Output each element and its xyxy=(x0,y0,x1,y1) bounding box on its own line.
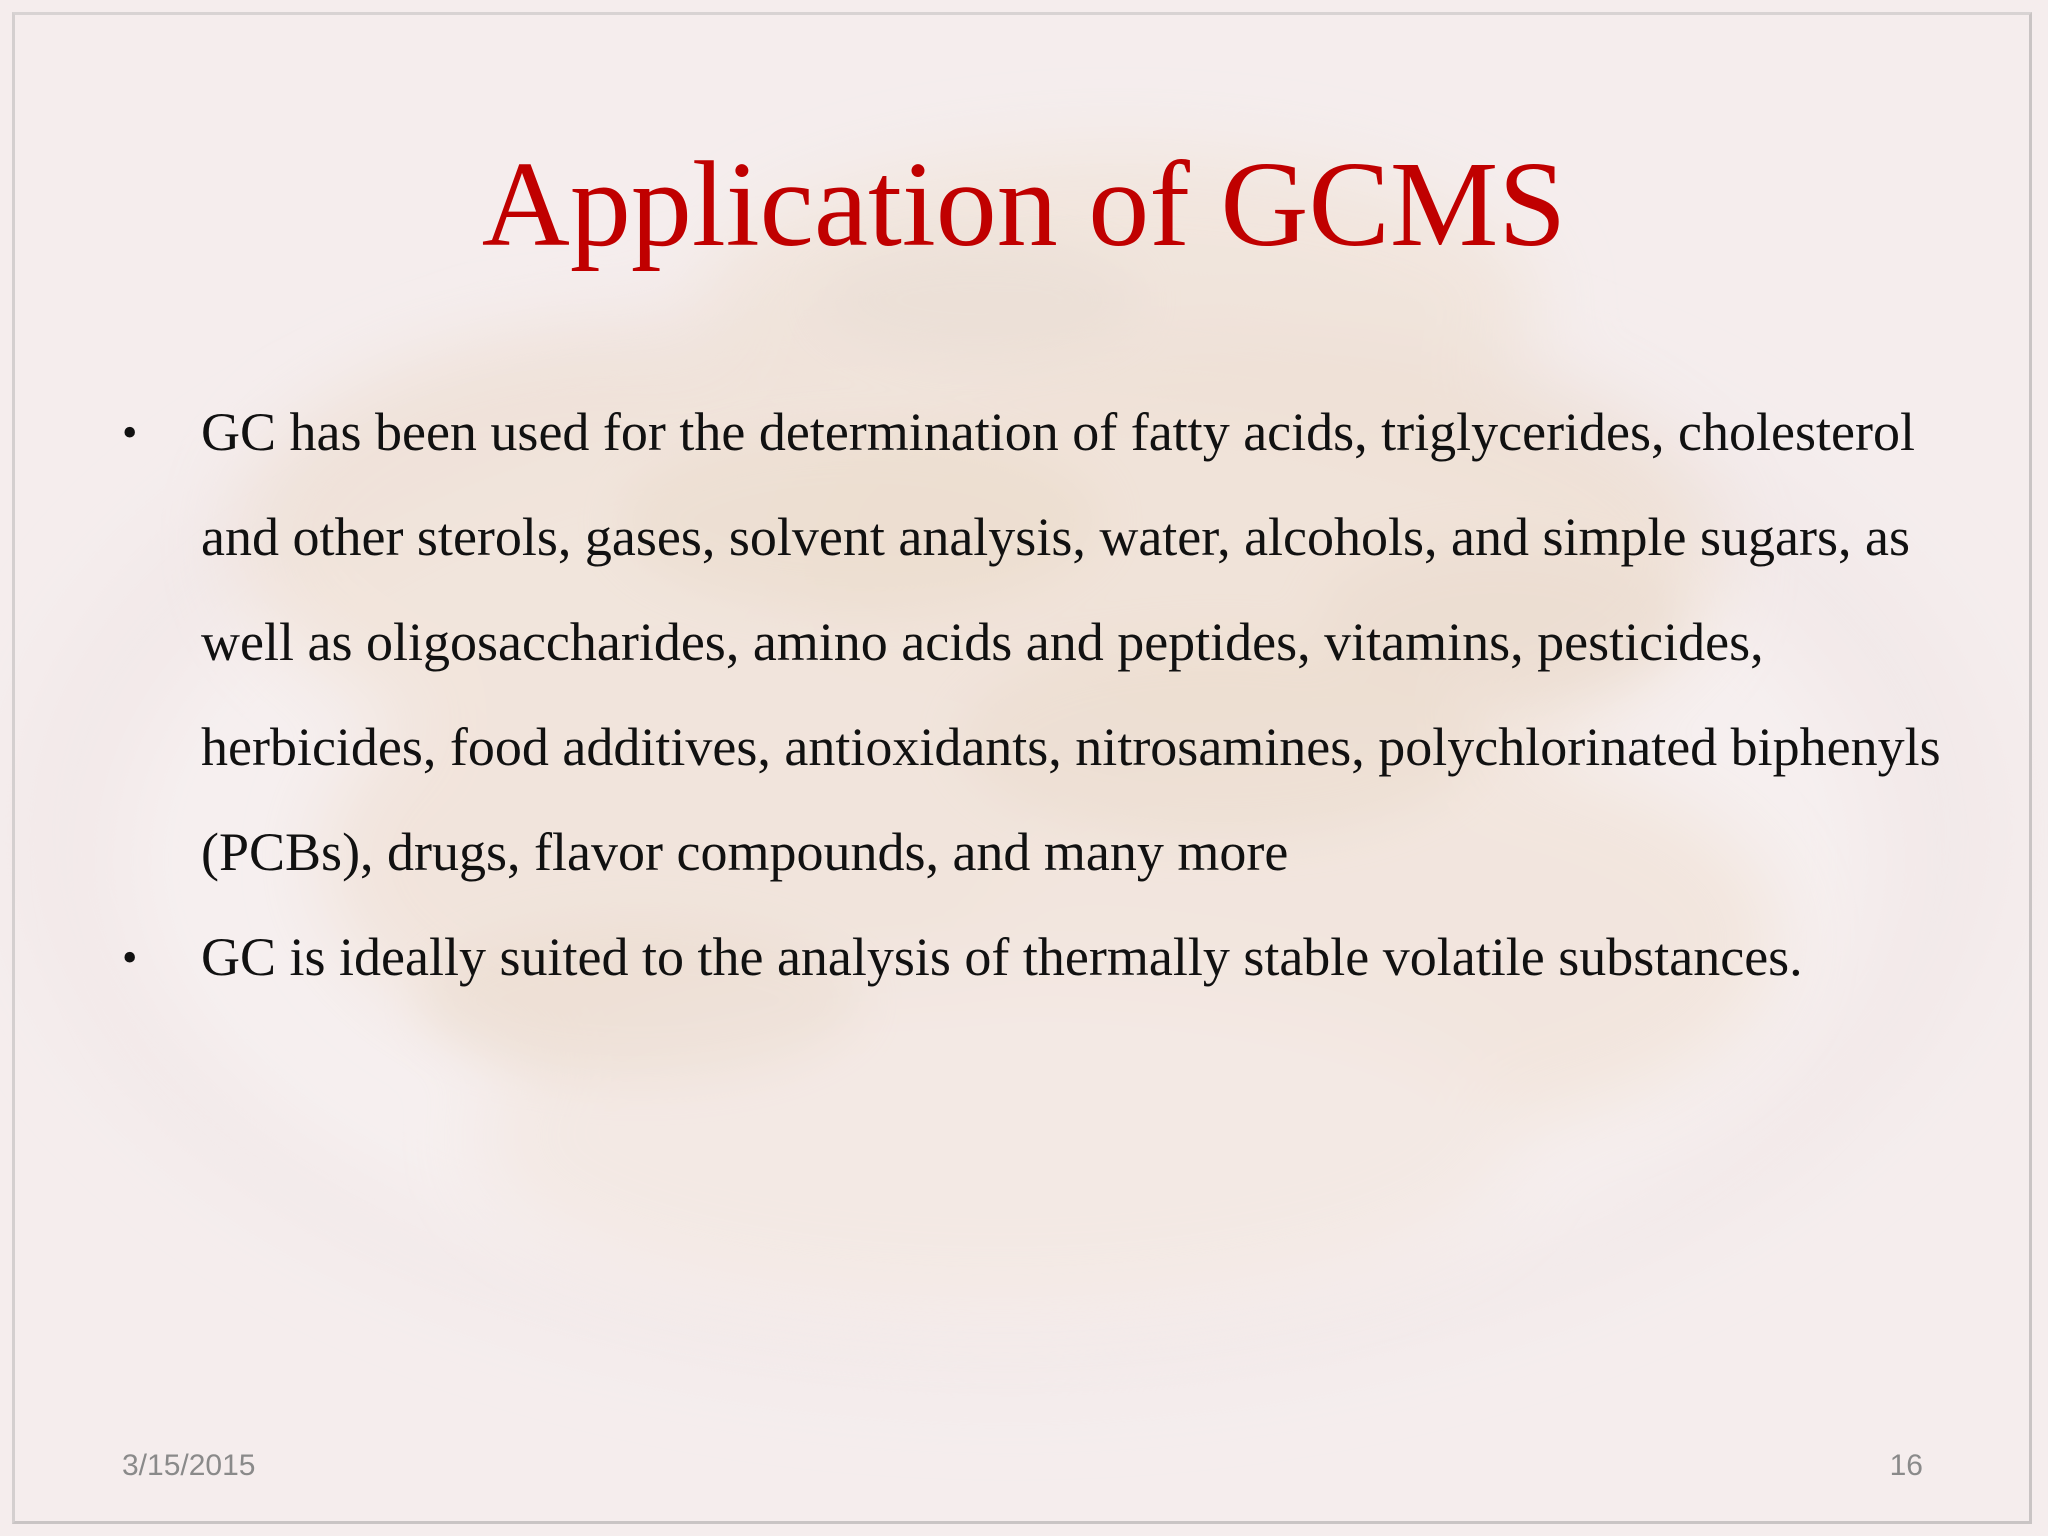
slide-title: Application of GCMS xyxy=(481,137,1567,272)
bullet-text: GC has been used for the determination of fatty acids, triglycerides, cholesterol and other sterols, gases, solvent analysis, water, alcohols, and simple sugars, as well as oligosaccharides, amino acids and peptides, vitamins, pesticides, herbicides, food additives, antioxidants, nitrosamines, polychlorinated biphenyls (PCBs), drugs, flavor compounds, and many more xyxy=(201,402,1941,882)
footer-date: 3/15/2015 xyxy=(122,1449,256,1482)
bullet-item xyxy=(118,380,1948,905)
bullet-icon: • xyxy=(122,408,138,457)
bullet-list xyxy=(118,380,1948,1010)
page-number: 16 xyxy=(1889,1449,1923,1482)
bullet-item xyxy=(118,905,1948,1010)
bullet-text: GC is ideally suited to the analysis of thermally stable volatile substances. xyxy=(201,927,1803,987)
bullet-icon: • xyxy=(122,933,138,982)
